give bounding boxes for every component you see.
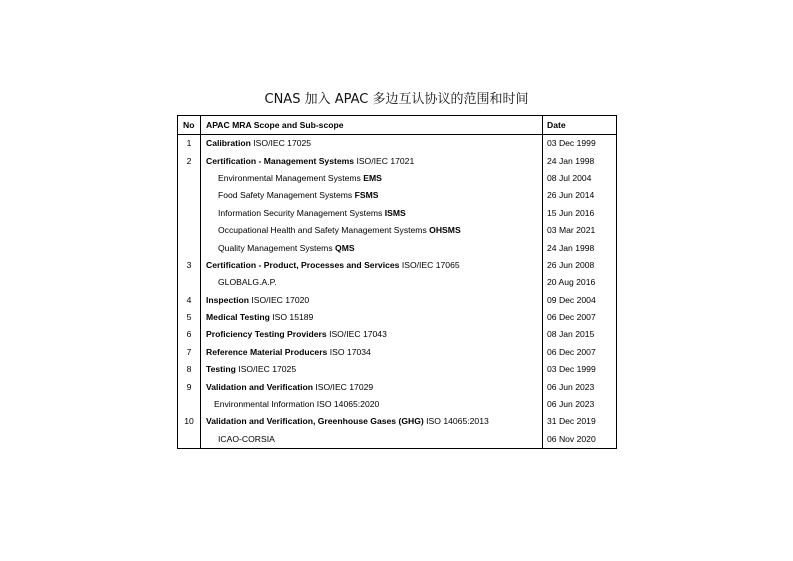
subscope-cell: [201, 396, 543, 413]
scope-standard: ISO/IEC 17020: [251, 294, 310, 305]
table-row-subscope: [178, 431, 617, 449]
scope-name: Certification - Product, Processes and Services: [206, 259, 400, 270]
row-number-empty: [178, 170, 201, 187]
header-date: Date: [543, 116, 617, 135]
table-row: [178, 361, 617, 378]
subscope-name: Information Security Management Systems: [218, 207, 383, 218]
table-row: [178, 152, 617, 169]
table-row-subscope: [178, 222, 617, 239]
row-number: 6: [178, 326, 201, 343]
row-number-empty: [178, 431, 201, 449]
date-cell: 06 Jun 2023: [547, 381, 595, 392]
subscope-cell: [201, 431, 543, 449]
table-row: [178, 378, 617, 395]
row-number-empty: [178, 239, 201, 256]
table-row: [178, 135, 617, 153]
row-number-empty: [178, 222, 201, 239]
scope-cell: [201, 344, 543, 361]
scope-standard: ISO 14065:2013: [426, 416, 489, 427]
scope-name: Inspection: [206, 294, 249, 305]
table-row-subscope: [178, 239, 617, 256]
subscope-name: Environmental Management Systems: [218, 172, 361, 183]
row-number-empty: [178, 274, 201, 291]
header-no: No: [178, 116, 201, 135]
scope-standard: ISO/IEC 17029: [315, 381, 374, 392]
date-cell: 24 Jan 1998: [547, 155, 595, 166]
subscope-abbr: EMS: [363, 172, 382, 183]
date-cell: 06 Dec 2007: [547, 312, 596, 323]
subscope-name: GLOBALG.A.P.: [218, 277, 277, 288]
date-cell: 26 Jun 2008: [547, 259, 595, 270]
scope-name: Reference Material Producers: [206, 346, 328, 357]
table-row: [178, 326, 617, 343]
table-row: [178, 292, 617, 309]
row-number: 1: [178, 135, 201, 153]
scope-standard: ISO 17034: [329, 346, 371, 357]
date-cell: 31 Dec 2019: [547, 416, 596, 427]
table-row-subscope: [178, 396, 617, 413]
scope-cell: [201, 309, 543, 326]
table-row: [178, 257, 617, 274]
date-cell: 03 Mar 2021: [547, 225, 596, 236]
scope-cell: [201, 135, 543, 153]
date-cell: 26 Jun 2014: [547, 190, 595, 201]
date-cell: 06 Jun 2023: [547, 399, 595, 410]
date-cell: 06 Dec 2007: [547, 346, 596, 357]
scope-cell: [201, 257, 543, 274]
subscope-cell: [201, 170, 543, 187]
table-row: [178, 344, 617, 361]
table-header-row: [178, 116, 617, 135]
date-cell: 08 Jul 2004: [547, 172, 592, 183]
scope-standard: ISO/IEC 17025: [253, 138, 312, 149]
subscope-cell: [201, 222, 543, 239]
table-row: [178, 413, 617, 430]
date-cell: 09 Dec 2004: [547, 294, 596, 305]
subscope-name: ICAO-CORSIA: [218, 433, 275, 444]
subscope-name: Occupational Health and Safety Management Systems: [218, 225, 427, 236]
date-cell: 20 Aug 2016: [547, 277, 596, 288]
scope-name: Certification - Management Systems: [206, 155, 355, 166]
document-title: CNAS 加入 APAC 多边互认协议的范围和时间: [264, 92, 529, 107]
row-number-empty: [178, 396, 201, 413]
subscope-cell: [201, 274, 543, 291]
header-scope: APAC MRA Scope and Sub-scope: [201, 116, 543, 135]
row-number-empty: [178, 187, 201, 204]
table-row-subscope: [178, 187, 617, 204]
row-number: 2: [178, 152, 201, 169]
scope-standard: ISO/IEC 17043: [329, 329, 387, 340]
row-number: 4: [178, 292, 201, 309]
scope-name: Proficiency Testing Providers: [206, 329, 327, 340]
subscope-cell: [201, 187, 543, 204]
scope-name: Calibration: [206, 138, 251, 149]
date-cell: 03 Dec 1999: [547, 364, 596, 375]
subscope-abbr: QMS: [335, 242, 355, 253]
scope-name: Medical Testing: [206, 312, 270, 323]
date-cell: 15 Jun 2016: [547, 207, 595, 218]
date-cell: 03 Dec 1999: [547, 138, 596, 149]
subscope-abbr: FSMS: [354, 190, 379, 201]
scope-cell: [201, 413, 543, 430]
scope-standard: ISO/IEC 17021: [356, 155, 415, 166]
subscope-cell: [201, 205, 543, 222]
scope-standard: ISO/IEC 17025: [238, 364, 297, 375]
table-row-subscope: [178, 274, 617, 291]
row-number: 8: [178, 361, 201, 378]
row-number: 9: [178, 378, 201, 395]
scope-cell: [201, 292, 543, 309]
scope-name: Testing: [206, 364, 236, 375]
subscope-name: Food Safety Management Systems: [218, 190, 353, 201]
date-cell: 08 Jan 2015: [547, 329, 595, 340]
row-number: 5: [178, 309, 201, 326]
scope-name: Validation and Verification, Greenhouse Gases (GHG): [206, 416, 424, 427]
scope-standard: ISO 15189: [272, 312, 314, 323]
row-number: 3: [178, 257, 201, 274]
scope-cell: [201, 378, 543, 395]
scope-cell: [201, 361, 543, 378]
table-row-subscope: [178, 170, 617, 187]
row-number: 7: [178, 344, 201, 361]
scope-cell: [201, 152, 543, 169]
scope-standard: ISO/IEC 17065: [401, 259, 460, 270]
table-row: [178, 309, 617, 326]
subscope-abbr: ISMS: [384, 207, 406, 218]
subscope-name: Quality Management Systems: [218, 242, 333, 253]
scope-name: Validation and Verification: [206, 381, 313, 392]
scope-cell: [201, 326, 543, 343]
subscope-cell: [201, 239, 543, 256]
subscope-abbr: OHSMS: [429, 225, 461, 236]
subscope-name: Environmental Information ISO 14065:2020: [214, 399, 380, 410]
date-cell: 06 Nov 2020: [547, 433, 596, 444]
apac-mra-scope-table: [177, 115, 617, 449]
table-row-subscope: [178, 205, 617, 222]
row-number: 10: [178, 413, 201, 430]
date-cell: 24 Jan 1998: [547, 242, 595, 253]
row-number-empty: [178, 205, 201, 222]
